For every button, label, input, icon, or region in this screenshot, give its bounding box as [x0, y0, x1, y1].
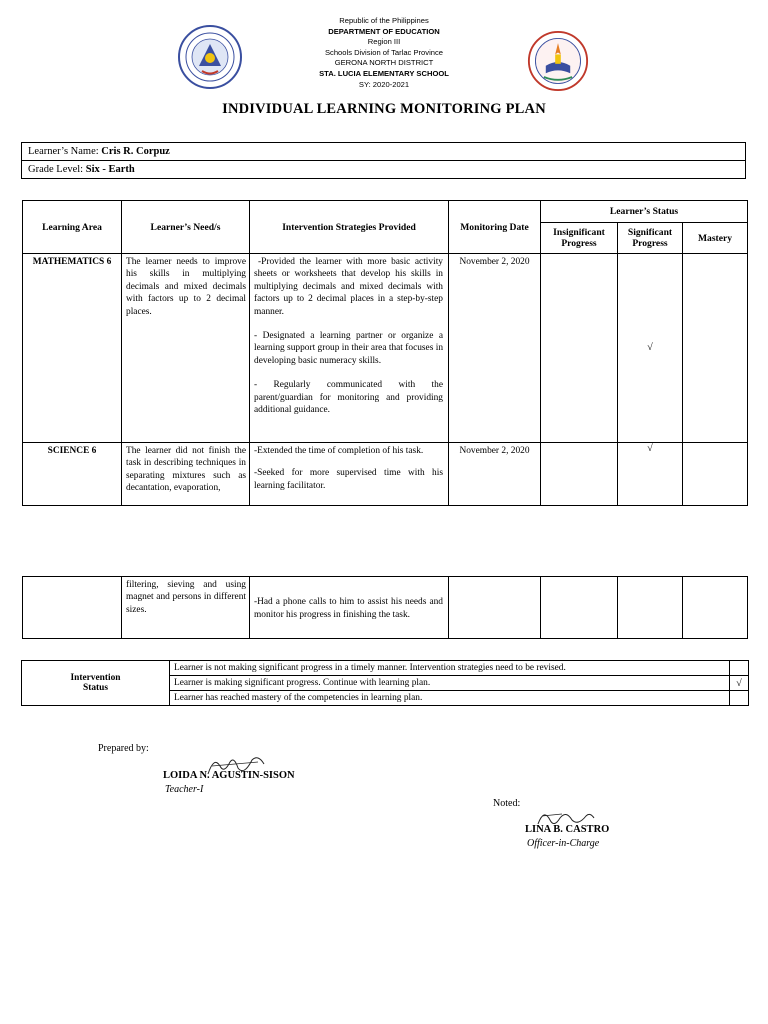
grade-level-label: Grade Level:: [28, 164, 84, 175]
letterhead-line: Schools Division of Tarlac Province: [324, 47, 444, 57]
learner-name-row: [22, 143, 746, 161]
learner-needs-text: The learner did not finish the task in describing techniques in separating mixtures such as decantation, evaporation,: [126, 446, 246, 494]
learning-area-header: Learning Area: [23, 201, 122, 254]
learning-area-cell: [23, 577, 122, 639]
mastery-cell: [683, 443, 748, 506]
teacher-name: LOIDA N. AGUSTIN-SISON: [163, 770, 295, 781]
strategy-item: -Seeked for more supervised time with his learning facilitator.: [254, 468, 443, 491]
grade-level-row: [22, 161, 746, 179]
grade-level-cell: [22, 161, 746, 179]
noted-label: Noted:: [493, 798, 521, 809]
monitoring-table: [22, 200, 748, 506]
significant-progress-cell: [618, 577, 683, 639]
learner-name-label: Learner’s Name:: [28, 146, 99, 157]
significant-progress-check: √: [618, 254, 683, 443]
status-option-text: Learner is making significant progress. Continue with learning plan.: [170, 676, 730, 691]
monitoring-date-cell: November 2, 2020: [449, 443, 541, 506]
significant-progress-header: Significant Progress: [618, 223, 683, 254]
mastery-cell: [683, 577, 748, 639]
letterhead-line: Region III: [367, 37, 401, 47]
insignificant-progress-header: Insignificant Progress: [541, 223, 618, 254]
officer-role: Officer-in-Charge: [527, 838, 600, 849]
status-option-mark: √: [730, 676, 749, 691]
prepared-by-label: Prepared by:: [98, 743, 149, 754]
insignificant-progress-cell: [541, 254, 618, 443]
monitoring-date-header: Monitoring Date: [449, 201, 541, 254]
letterhead-line: GERONA NORTH DISTRICT: [334, 58, 434, 68]
learner-needs-cell: [122, 443, 250, 506]
intervention-status-table: [21, 660, 749, 706]
letterhead-line: DEPARTMENT OF EDUCATION: [328, 26, 440, 36]
strategy-item: - Designated a learning partner or organize a learning support group in their area that focuses in developing basic numeracy skills.: [254, 331, 444, 366]
header-row: [23, 201, 748, 223]
officer-name: LINA B. CASTRO: [525, 824, 610, 835]
status-option-mark: [730, 661, 749, 676]
letterhead-line: Republic of the Philippines: [339, 16, 429, 25]
learner-status-header: Learner’s Status: [541, 201, 748, 223]
strategies-cell: [250, 443, 449, 506]
significant-progress-check: √: [618, 443, 683, 506]
insignificant-progress-cell: [541, 577, 618, 639]
needs-header: Learner’s Need/s: [122, 201, 250, 254]
learner-needs-cell: The learner needs to improve his skills in multiplying decimals and mixed decimals with factors up to 2 decimal places.: [122, 254, 250, 443]
status-row: [22, 661, 749, 676]
strategies-header: Intervention Strategies Provided: [250, 201, 449, 254]
table-row: [23, 577, 748, 639]
intervention-status-label: Intervention Status: [22, 661, 170, 706]
learning-area-cell: SCIENCE 6: [23, 443, 122, 506]
document-title: INDIVIDUAL LEARNING MONITORING PLAN: [222, 101, 546, 117]
table-row: [23, 443, 748, 506]
learning-area-cell: MATHEMATICS 6: [23, 254, 122, 443]
mastery-cell: [683, 254, 748, 443]
letterhead-line: STA. LUCIA ELEMENTARY SCHOOL: [319, 68, 449, 78]
monitoring-table-continuation: [22, 576, 748, 639]
letterhead-line: SY: 2020-2021: [358, 79, 410, 89]
strategy-item: - Regularly communicated with the parent/guardian for monitoring and providing additional guidance.: [254, 380, 443, 416]
status-option-text: Learner has reached mastery of the competencies in learning plan.: [170, 691, 730, 706]
grade-level-value: Six - Earth: [85, 164, 135, 175]
letterhead: [234, 16, 534, 90]
insignificant-progress-cell: [541, 443, 618, 506]
status-option-mark: [730, 691, 749, 706]
learner-name-cell: [22, 143, 746, 161]
school-seal-logo: [527, 30, 589, 92]
monitoring-date-cell: [449, 577, 541, 639]
strategy-item: -Extended the time of completion of his task.: [254, 446, 424, 456]
strategy-item: -Provided the learner with more basic activity sheets or worksheets that develop his skills in multiplying decimals and mixed decimals with factors up to 2 decimal places in a step-by-step manner.: [254, 257, 443, 317]
teacher-role: Teacher-I: [165, 784, 204, 795]
monitoring-date-cell: November 2, 2020: [449, 254, 541, 443]
strategies-cell: -Had a phone calls to him to assist his needs and monitor his progress in finishing the task.: [250, 577, 449, 639]
table-row: [23, 254, 748, 443]
status-option-text: Learner is not making significant progress in a timely manner. Intervention strategies need to be revised.: [170, 661, 730, 676]
learner-name-value: Cris R. Corpuz: [101, 146, 170, 157]
mastery-header: Mastery: [683, 223, 748, 254]
learner-needs-cell: filtering, sieving and using magnet and persons in different sizes.: [122, 577, 250, 639]
learner-info-table: [21, 142, 746, 179]
strategies-cell: [250, 254, 449, 443]
